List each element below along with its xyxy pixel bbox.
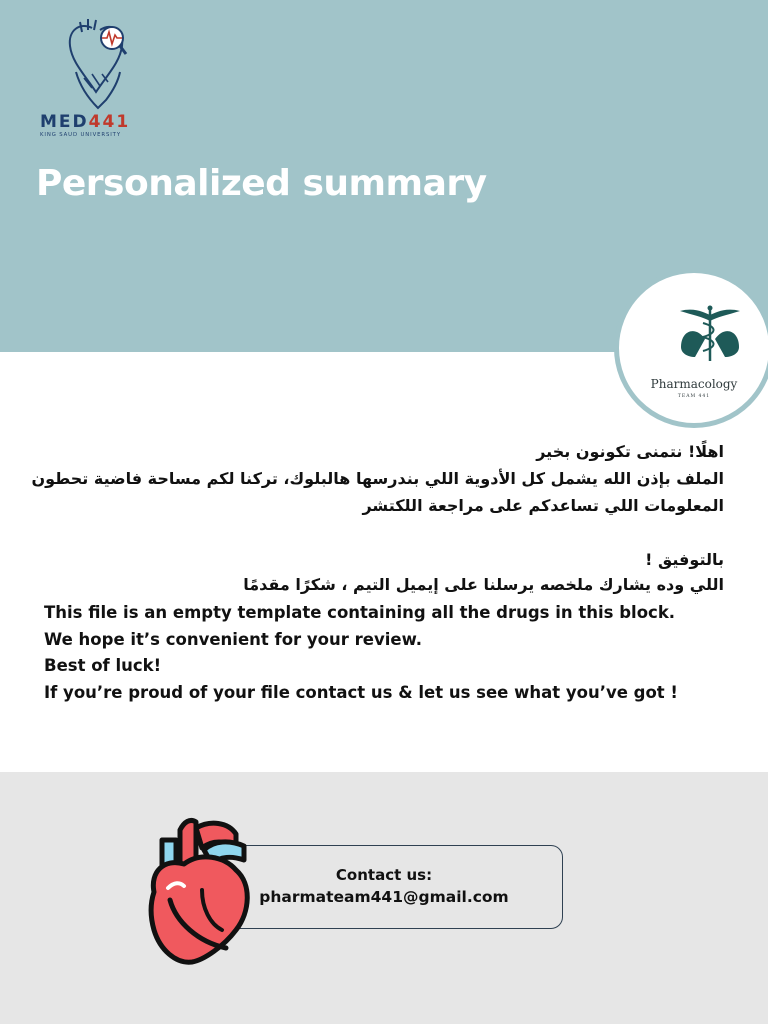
arabic-share-line: اللي وده يشارك ملخصه يرسلنا على إيميل التيم ، شكرًا مقدمًا [243, 575, 724, 594]
caduceus-pill-icon [675, 303, 745, 363]
med441-logo [40, 16, 156, 140]
contact-box [214, 845, 563, 929]
badge-title: Pharmacology [650, 377, 738, 391]
english-intro-line: This file is an empty template containing all the drugs in this block. [44, 603, 676, 622]
logo-subtitle: KING SAUD UNIVERSITY [40, 132, 121, 138]
page-title: Personalized summary [36, 163, 487, 204]
english-intro-line: We hope it’s convenient for your review. [44, 630, 423, 649]
arabic-description-line: الملف بإذن الله يشمل كل الأدوية اللي بندرسها هالبلوك، تركنا لكم مساحة فاضية تحطون [31, 469, 724, 488]
arabic-greeting-line: اهلًا! نتمنى تكونون بخير [536, 442, 724, 461]
english-intro-line: Best of luck! [44, 656, 162, 675]
heart-hands-icon [62, 16, 132, 112]
badge-subtitle: TEAM 441 [677, 394, 711, 399]
logo-wordmark: MED441 [40, 112, 131, 132]
anatomical-heart-icon [140, 812, 264, 968]
contact-email[interactable]: pharmateam441@gmail.com [259, 888, 509, 906]
pharmacology-team-badge [614, 268, 768, 428]
arabic-good-luck-line: بالتوفيق ! [645, 550, 724, 569]
english-intro-line: If you’re proud of your file contact us & let us see what you’ve got ! [44, 683, 678, 702]
arabic-description-line: المعلومات اللي تساعدكم على مراجعة اللكتشر [362, 496, 724, 515]
contact-label: Contact us: [335, 866, 433, 884]
